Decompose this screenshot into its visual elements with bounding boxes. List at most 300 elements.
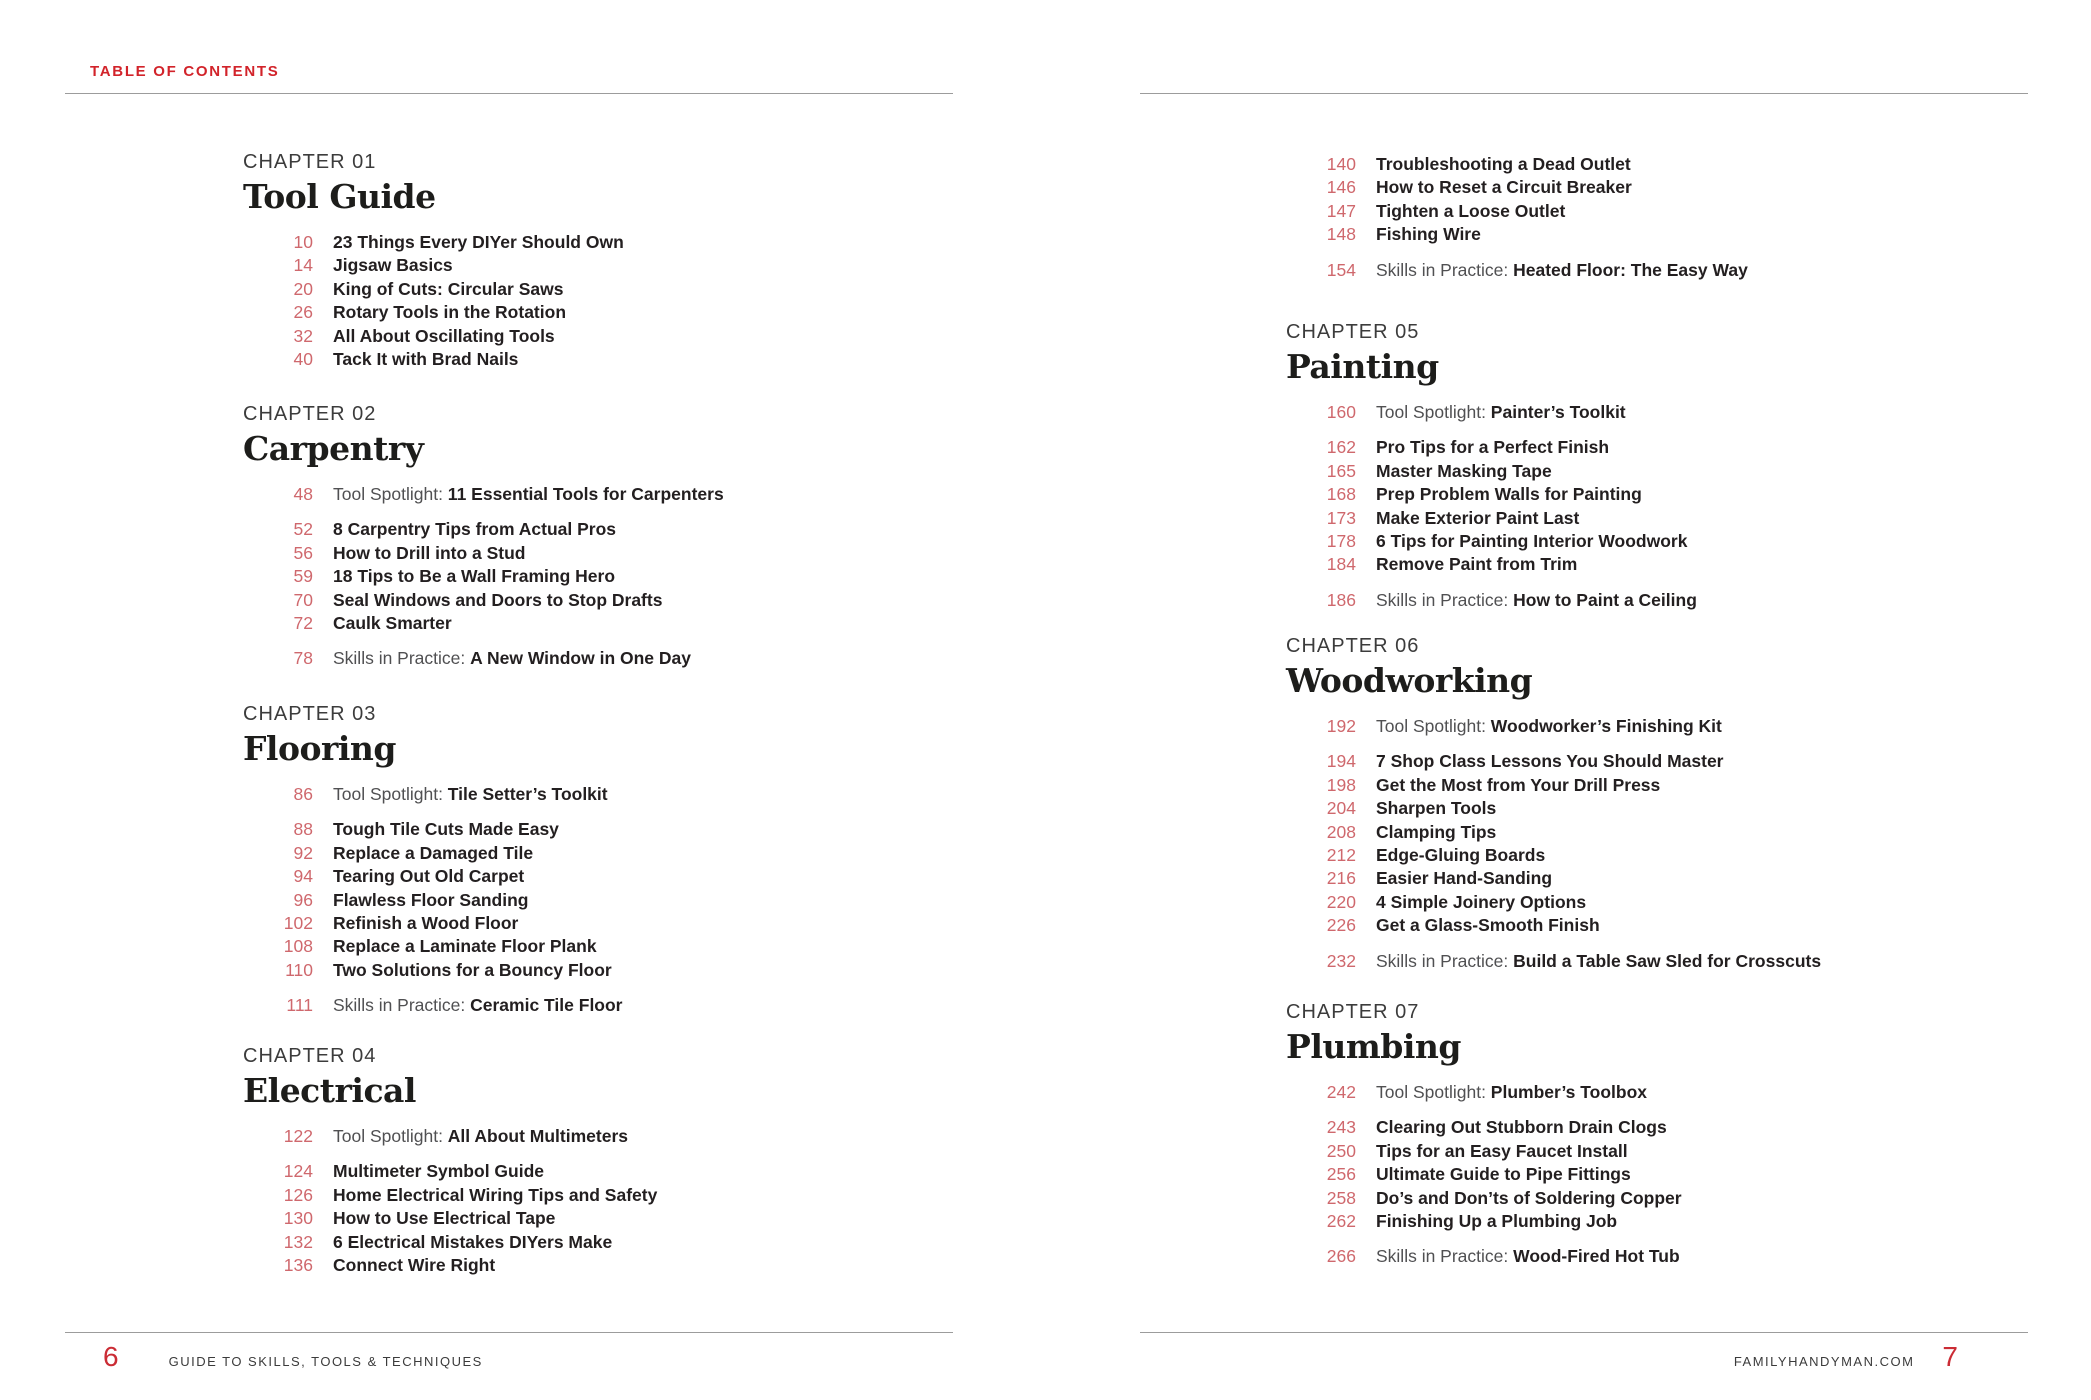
entry-text xyxy=(333,818,559,841)
toc-entry xyxy=(1286,153,2046,176)
entry-group xyxy=(1286,1116,2046,1233)
chapter-block xyxy=(1286,153,2046,282)
chapter-entry-list xyxy=(243,483,1003,671)
entry-title: Wood-Fired Hot Tub xyxy=(1513,1246,1680,1267)
chapter-number: CHAPTER 05 xyxy=(1286,321,1420,343)
entry-text xyxy=(1376,483,1642,506)
toc-entry xyxy=(243,889,1003,912)
footer-book-title: GUIDE TO SKILLS, TOOLS & TECHNIQUES xyxy=(168,1354,483,1369)
entry-text xyxy=(1376,200,1565,223)
entry-title: Tighten a Loose Outlet xyxy=(1376,200,1566,221)
entry-text xyxy=(1376,821,1496,844)
chapter-title: Woodworking xyxy=(1286,661,1533,700)
entry-page-number: 250 xyxy=(1326,1140,1356,1161)
toc-entry xyxy=(1286,1163,2046,1186)
entry-page-number: 194 xyxy=(1326,751,1356,772)
entry-title: Caulk Smarter xyxy=(333,613,452,634)
entry-title: Jigsaw Basics xyxy=(333,255,453,276)
entry-page-number: 184 xyxy=(1326,554,1356,575)
footer-rule xyxy=(1140,1332,2028,1333)
entry-prefix: Skills in Practice: xyxy=(333,995,471,1016)
toc-entry xyxy=(1286,530,2046,553)
footer-left xyxy=(103,1340,483,1374)
toc-entry xyxy=(1286,200,2046,223)
entry-title: Seal Windows and Doors to Stop Drafts xyxy=(333,589,663,610)
toc-entry xyxy=(243,1254,1003,1277)
entry-text xyxy=(333,565,615,588)
entry-page-number: 226 xyxy=(1326,915,1356,936)
entry-group xyxy=(1286,401,2046,424)
entry-page-number: 124 xyxy=(283,1161,313,1182)
toc-entry xyxy=(243,935,1003,958)
entry-text xyxy=(1376,259,1748,282)
entry-title: Tearing Out Old Carpet xyxy=(333,866,525,887)
entry-text xyxy=(1376,1210,1617,1233)
toc-entry xyxy=(243,301,1003,324)
entry-title: Multimeter Symbol Guide xyxy=(333,1161,544,1182)
toc-entry xyxy=(1286,1116,2046,1139)
entry-page-number: 136 xyxy=(283,1255,313,1276)
chapter-block xyxy=(243,152,1003,371)
entry-title: Home Electrical Wiring Tips and Safety xyxy=(333,1184,658,1205)
toc-entry xyxy=(243,818,1003,841)
toc-entry xyxy=(1286,867,2046,890)
entry-title: A New Window in One Day xyxy=(470,648,692,669)
entry-prefix: Skills in Practice: xyxy=(1376,589,1514,610)
entry-text xyxy=(333,994,623,1017)
entry-page-number: 110 xyxy=(285,959,313,980)
entry-title: Replace a Damaged Tile xyxy=(333,842,534,863)
entry-group xyxy=(1286,950,2046,973)
toc-entry xyxy=(243,1125,1003,1148)
entry-title: How to Use Electrical Tape xyxy=(333,1208,556,1229)
chapter-title: Flooring xyxy=(243,729,396,768)
toc-entry xyxy=(243,348,1003,371)
entry-page-number: 132 xyxy=(283,1231,313,1252)
entry-group xyxy=(243,647,1003,670)
entry-text xyxy=(333,254,453,277)
chapter-number: CHAPTER 06 xyxy=(1286,635,1420,657)
entry-title: Flawless Floor Sanding xyxy=(333,889,529,910)
entry-title: Troubleshooting a Dead Outlet xyxy=(1376,154,1631,174)
toc-entry xyxy=(1286,401,2046,424)
entry-text xyxy=(1376,844,1545,867)
entry-page-number: 92 xyxy=(293,842,313,863)
toc-entry xyxy=(1286,436,2046,459)
entry-title: Easier Hand-Sanding xyxy=(1376,868,1553,889)
entry-text xyxy=(1376,553,1577,576)
toc-entry xyxy=(243,278,1003,301)
entry-text xyxy=(1376,1163,1631,1186)
entry-prefix: Tool Spotlight: xyxy=(1376,402,1491,422)
entry-text xyxy=(333,912,518,935)
entry-title: Woodworker’s Finishing Kit xyxy=(1490,716,1722,736)
entry-group xyxy=(1286,259,2046,282)
entry-title: All About Multimeters xyxy=(447,1126,628,1146)
entry-prefix: Tool Spotlight: xyxy=(333,1126,448,1146)
entry-title: 6 Tips for Painting Interior Woodwork xyxy=(1376,531,1688,552)
entry-title: 4 Simple Joinery Options xyxy=(1376,891,1587,912)
entry-text xyxy=(1376,774,1660,797)
header-rule xyxy=(65,93,953,94)
entry-title: 23 Things Every DIYer Should Own xyxy=(333,232,624,252)
entry-page-number: 59 xyxy=(293,566,313,587)
entry-title: Heated Floor: The Easy Way xyxy=(1513,259,1748,280)
entry-group xyxy=(243,231,1003,371)
chapter-title: Carpentry xyxy=(243,429,424,468)
entry-page-number: 220 xyxy=(1326,891,1356,912)
entry-text xyxy=(333,1160,544,1183)
entry-title: Ceramic Tile Floor xyxy=(470,995,623,1016)
toc-entry xyxy=(243,912,1003,935)
entry-title: Tack It with Brad Nails xyxy=(333,349,519,370)
entry-page-number: 52 xyxy=(293,519,313,540)
entry-text xyxy=(333,612,452,635)
chapter-entry-list xyxy=(1286,715,2046,973)
entry-group xyxy=(1286,436,2046,576)
entry-page-number: 192 xyxy=(1326,716,1356,736)
entry-text xyxy=(333,889,528,912)
entry-page-number: 198 xyxy=(1326,774,1356,795)
entry-title: Do’s and Don’ts of Soldering Copper xyxy=(1376,1187,1682,1208)
entry-group xyxy=(1286,1081,2046,1104)
chapter-title: Plumbing xyxy=(1286,1027,1461,1066)
entry-text xyxy=(1376,436,1609,459)
entry-title: Get a Glass-Smooth Finish xyxy=(1376,915,1600,936)
entry-text xyxy=(1376,1187,1682,1210)
toc-entry xyxy=(243,1207,1003,1230)
footer-website: FAMILYHANDYMAN.COM xyxy=(1733,1354,1915,1369)
entry-title: Make Exterior Paint Last xyxy=(1376,507,1580,528)
entry-page-number: 88 xyxy=(293,819,313,840)
entry-page-number: 122 xyxy=(283,1126,313,1146)
entry-text xyxy=(1376,1245,1680,1268)
entry-text xyxy=(333,542,525,565)
toc-entry xyxy=(1286,715,2046,738)
entry-group xyxy=(1286,153,2046,247)
entry-prefix: Skills in Practice: xyxy=(1376,950,1514,971)
entry-title: 11 Essential Tools for Carpenters xyxy=(447,484,724,504)
chapter-block xyxy=(1286,636,2046,973)
toc-entry xyxy=(243,842,1003,865)
entry-title: All About Oscillating Tools xyxy=(333,325,555,346)
toc-header-label: TABLE OF CONTENTS xyxy=(90,63,280,80)
entry-title: Clearing Out Stubborn Drain Clogs xyxy=(1376,1117,1667,1138)
toc-page-right xyxy=(1046,0,2091,1400)
entry-page-number: 178 xyxy=(1326,531,1356,552)
toc-entry xyxy=(243,647,1003,670)
entry-text xyxy=(333,518,616,541)
entry-group xyxy=(243,518,1003,635)
toc-entry xyxy=(243,254,1003,277)
toc-entry xyxy=(243,483,1003,506)
entry-text xyxy=(1376,1081,1647,1104)
entry-prefix: Tool Spotlight: xyxy=(333,784,448,804)
chapter-number: CHAPTER 07 xyxy=(1286,1001,1420,1023)
entry-title: Edge-Gluing Boards xyxy=(1376,845,1546,866)
entry-page-number: 266 xyxy=(1326,1246,1356,1267)
entry-page-number: 147 xyxy=(1326,200,1356,221)
toc-entry xyxy=(1286,483,2046,506)
entry-text xyxy=(333,842,533,865)
footer-page-number: 6 xyxy=(103,1341,119,1372)
entry-page-number: 126 xyxy=(283,1184,313,1205)
entry-text xyxy=(333,1184,657,1207)
toc-entry xyxy=(1286,1081,2046,1104)
entry-text xyxy=(1376,401,1626,424)
entry-title: Tile Setter’s Toolkit xyxy=(447,784,608,804)
entry-group xyxy=(243,783,1003,806)
entry-page-number: 216 xyxy=(1326,868,1356,889)
chapter-entry-list xyxy=(243,231,1003,371)
entry-page-number: 102 xyxy=(283,913,313,934)
entry-prefix: Tool Spotlight: xyxy=(333,484,448,504)
entry-page-number: 70 xyxy=(293,589,313,610)
entry-text xyxy=(333,935,597,958)
chapter-title: Electrical xyxy=(243,1071,416,1110)
toc-entry xyxy=(243,865,1003,888)
header-rule xyxy=(1140,93,2028,94)
entry-title: Painter’s Toolkit xyxy=(1490,402,1626,422)
entry-text xyxy=(1376,750,1724,773)
entry-title: Get the Most from Your Drill Press xyxy=(1376,774,1661,795)
entry-page-number: 94 xyxy=(293,866,313,887)
entry-title: How to Reset a Circuit Breaker xyxy=(1376,177,1632,198)
entry-page-number: 96 xyxy=(293,889,313,910)
footer-rule xyxy=(65,1332,953,1333)
entry-prefix: Tool Spotlight: xyxy=(1376,716,1491,736)
toc-entry xyxy=(243,1231,1003,1254)
entry-page-number: 256 xyxy=(1326,1164,1356,1185)
entry-page-number: 232 xyxy=(1326,950,1356,971)
entry-text xyxy=(333,647,691,670)
toc-entry xyxy=(243,542,1003,565)
entry-prefix: Skills in Practice: xyxy=(1376,1246,1514,1267)
entry-group xyxy=(1286,1245,2046,1268)
toc-entry xyxy=(1286,914,2046,937)
entry-page-number: 14 xyxy=(293,255,313,276)
entry-page-number: 10 xyxy=(293,232,313,252)
chapter-number: CHAPTER 04 xyxy=(243,1045,377,1067)
entry-text xyxy=(1376,715,1722,738)
toc-entry xyxy=(243,325,1003,348)
entry-title: How to Paint a Ceiling xyxy=(1513,589,1697,610)
entry-text xyxy=(1376,867,1552,890)
toc-entry xyxy=(1286,1187,2046,1210)
toc-entry xyxy=(1286,176,2046,199)
chapter-number: CHAPTER 02 xyxy=(243,403,377,425)
entry-page-number: 186 xyxy=(1326,589,1356,610)
entry-page-number: 56 xyxy=(293,542,313,563)
entry-title: Master Masking Tape xyxy=(1376,460,1552,481)
entry-text xyxy=(333,589,662,612)
toc-entry xyxy=(243,783,1003,806)
toc-entry xyxy=(1286,553,2046,576)
entry-text xyxy=(1376,223,1481,246)
toc-entry xyxy=(1286,223,2046,246)
entry-title: Plumber’s Toolbox xyxy=(1490,1082,1648,1102)
chapter-title: Painting xyxy=(1286,347,1439,386)
entry-text xyxy=(333,301,566,324)
entry-title: Sharpen Tools xyxy=(1376,798,1497,819)
entry-title: Prep Problem Walls for Painting xyxy=(1376,484,1642,505)
toc-entry xyxy=(243,1160,1003,1183)
chapter-block xyxy=(1286,322,2046,612)
chapter-number: CHAPTER 03 xyxy=(243,703,377,725)
entry-text xyxy=(333,348,518,371)
toc-entry xyxy=(1286,1210,2046,1233)
entry-text xyxy=(333,1125,628,1148)
entry-prefix: Skills in Practice: xyxy=(1376,259,1514,280)
chapter-number: CHAPTER 01 xyxy=(243,151,377,173)
entry-title: Replace a Laminate Floor Plank xyxy=(333,936,597,957)
entry-title: Build a Table Saw Sled for Crosscuts xyxy=(1513,950,1822,971)
entry-text xyxy=(1376,507,1579,530)
entry-text xyxy=(1376,153,1631,176)
entry-group xyxy=(1286,750,2046,937)
entry-text xyxy=(333,865,524,888)
entry-page-number: 162 xyxy=(1326,437,1356,458)
entry-title: Tips for an Easy Faucet Install xyxy=(1376,1140,1628,1161)
entry-group xyxy=(243,483,1003,506)
entry-text xyxy=(1376,914,1600,937)
entry-page-number: 258 xyxy=(1326,1187,1356,1208)
entry-text xyxy=(1376,1140,1628,1163)
entry-text xyxy=(333,1231,612,1254)
entry-text xyxy=(333,1254,495,1277)
chapter-entry-list xyxy=(1286,153,2046,282)
entry-title: Refinish a Wood Floor xyxy=(333,913,519,934)
entry-title: How to Drill into a Stud xyxy=(333,542,526,563)
chapter-block xyxy=(243,704,1003,1018)
entry-title: Two Solutions for a Bouncy Floor xyxy=(333,959,612,980)
entry-title: Rotary Tools in the Rotation xyxy=(333,302,567,323)
entry-title: 7 Shop Class Lessons You Should Master xyxy=(1376,751,1724,772)
entry-page-number: 242 xyxy=(1326,1082,1356,1102)
entry-page-number: 40 xyxy=(293,349,313,370)
entry-text xyxy=(333,325,555,348)
toc-entry xyxy=(1286,1140,2046,1163)
entry-text xyxy=(1376,950,1821,973)
chapter-entry-list xyxy=(1286,1081,2046,1269)
chapter-block xyxy=(243,404,1003,671)
chapter-entry-list xyxy=(243,783,1003,1018)
entry-page-number: 165 xyxy=(1326,460,1356,481)
entry-page-number: 208 xyxy=(1326,821,1356,842)
entry-page-number: 146 xyxy=(1326,177,1356,198)
entry-text xyxy=(1376,460,1552,483)
toc-entry xyxy=(243,518,1003,541)
chapter-block xyxy=(1286,1002,2046,1269)
toc-entry xyxy=(243,231,1003,254)
chapter-title: Tool Guide xyxy=(243,177,436,216)
chapter-block xyxy=(243,1046,1003,1277)
entry-title: 18 Tips to Be a Wall Framing Hero xyxy=(333,566,616,587)
toc-entry xyxy=(243,612,1003,635)
entry-group xyxy=(1286,589,2046,612)
entry-group xyxy=(243,994,1003,1017)
entry-page-number: 154 xyxy=(1326,259,1356,280)
toc-entry xyxy=(1286,259,2046,282)
entry-title: King of Cuts: Circular Saws xyxy=(333,278,564,299)
chapter-entry-list xyxy=(1286,401,2046,612)
entry-text xyxy=(1376,176,1632,199)
entry-title: Pro Tips for a Perfect Finish xyxy=(1376,437,1610,458)
entry-text xyxy=(333,959,612,982)
entry-title: 8 Carpentry Tips from Actual Pros xyxy=(333,519,616,540)
toc-entry xyxy=(1286,589,2046,612)
entry-title: 6 Electrical Mistakes DIYers Make xyxy=(333,1231,613,1252)
entry-page-number: 78 xyxy=(293,648,313,669)
entry-title: Remove Paint from Trim xyxy=(1376,554,1578,575)
entry-text xyxy=(333,783,608,806)
entry-page-number: 72 xyxy=(293,613,313,634)
toc-entry xyxy=(1286,774,2046,797)
chapter-entry-list xyxy=(243,1125,1003,1277)
entry-page-number: 168 xyxy=(1326,484,1356,505)
toc-entry xyxy=(1286,460,2046,483)
entry-text xyxy=(333,278,563,301)
entry-page-number: 130 xyxy=(283,1208,313,1229)
entry-text xyxy=(333,231,624,254)
toc-entry xyxy=(1286,507,2046,530)
entry-page-number: 148 xyxy=(1326,224,1356,245)
footer-page-number: 7 xyxy=(1942,1341,1958,1372)
entry-page-number: 160 xyxy=(1326,402,1356,422)
entry-group xyxy=(1286,715,2046,738)
entry-text xyxy=(1376,1116,1667,1139)
entry-text xyxy=(1376,797,1496,820)
entry-page-number: 111 xyxy=(286,995,313,1016)
toc-entry xyxy=(1286,891,2046,914)
footer-right xyxy=(1734,1340,1958,1374)
entry-page-number: 108 xyxy=(283,936,313,957)
toc-entry xyxy=(243,1184,1003,1207)
entry-group xyxy=(243,1125,1003,1148)
entry-title: Finishing Up a Plumbing Job xyxy=(1376,1211,1618,1232)
entry-text xyxy=(333,483,724,506)
entry-page-number: 140 xyxy=(1326,154,1356,174)
toc-entry xyxy=(1286,950,2046,973)
entry-title: Tough Tile Cuts Made Easy xyxy=(333,819,559,840)
entry-title: Ultimate Guide to Pipe Fittings xyxy=(1376,1164,1631,1185)
entry-text xyxy=(1376,589,1697,612)
toc-entry xyxy=(1286,797,2046,820)
entry-page-number: 212 xyxy=(1326,845,1356,866)
entry-page-number: 243 xyxy=(1326,1117,1356,1138)
toc-entry xyxy=(243,959,1003,982)
entry-page-number: 204 xyxy=(1326,798,1356,819)
entry-page-number: 26 xyxy=(293,302,313,323)
entry-page-number: 48 xyxy=(293,484,313,504)
entry-page-number: 173 xyxy=(1326,507,1356,528)
entry-group xyxy=(243,818,1003,982)
entry-title: Connect Wire Right xyxy=(333,1255,496,1276)
entry-title: Clamping Tips xyxy=(1376,821,1497,842)
entry-page-number: 32 xyxy=(293,325,313,346)
toc-entry xyxy=(1286,1245,2046,1268)
entry-title: Fishing Wire xyxy=(1376,224,1481,245)
toc-entry xyxy=(1286,750,2046,773)
toc-entry xyxy=(243,565,1003,588)
toc-entry xyxy=(243,994,1003,1017)
entry-prefix: Skills in Practice: xyxy=(333,648,471,669)
toc-entry xyxy=(1286,821,2046,844)
entry-page-number: 20 xyxy=(293,278,313,299)
entry-page-number: 262 xyxy=(1326,1211,1356,1232)
entry-text xyxy=(333,1207,555,1230)
entry-group xyxy=(243,1160,1003,1277)
